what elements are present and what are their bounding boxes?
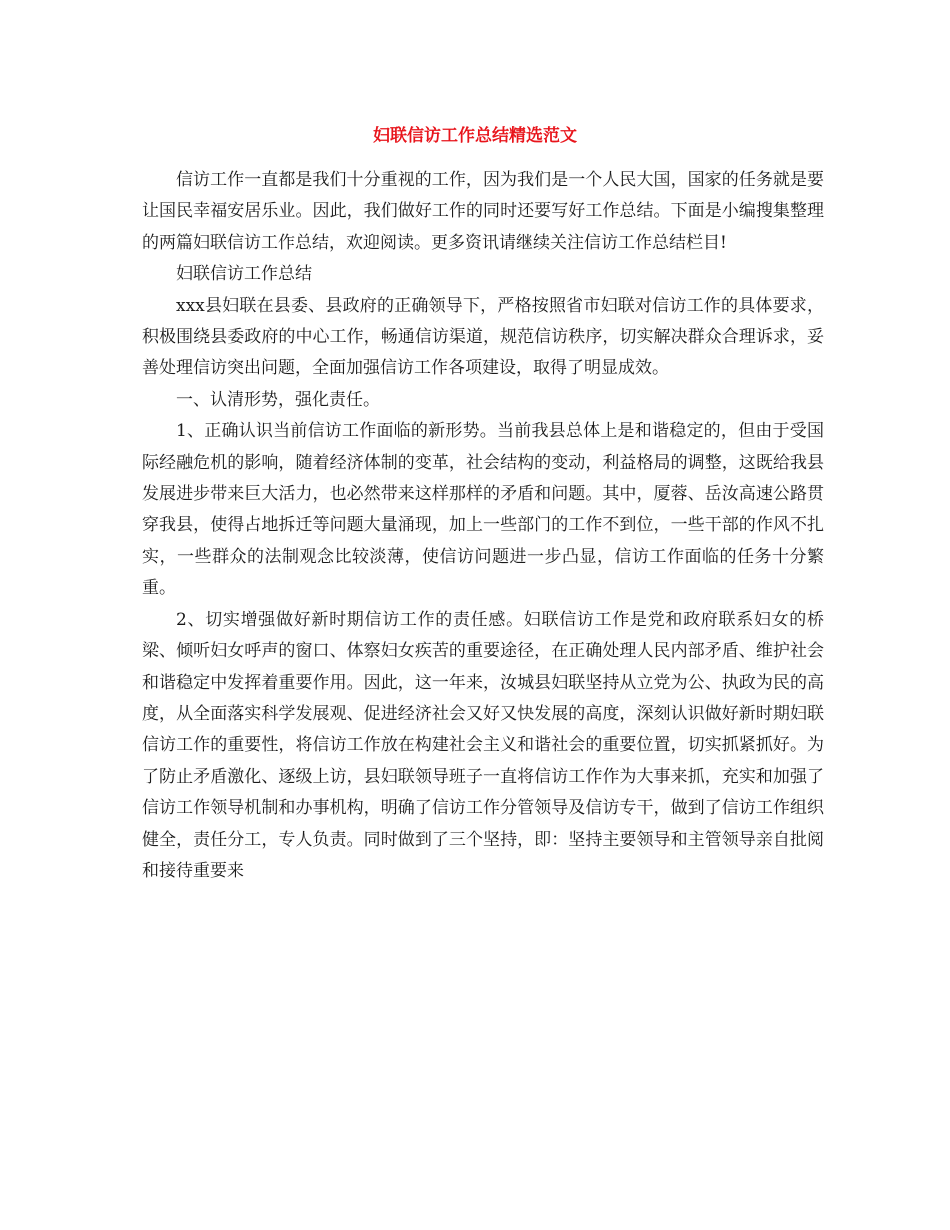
intro-paragraph: 信访工作一直都是我们十分重视的工作，因为我们是一个人民大国，国家的任务就是要让国民幸福安居乐业。因此，我们做好工作的同时还要写好工作总结。下面是小编搜集整理的两篇妇联信访工作总结，欢迎阅读。更多资讯请继续关注信访工作总结栏目! <box>142 170 824 253</box>
document-title: 妇联信访工作总结精选范文 <box>373 126 577 146</box>
section-heading: 妇联信访工作总结 <box>176 264 312 285</box>
subsection-heading: 一、认清形势，强化责任。 <box>176 389 380 410</box>
body-paragraph: 1、正确认识当前信访工作面临的新形势。当前我县总体上是和谐稳定的，但由于受国际经融危机的影响，随着经济体制的变革，社会结构的变动，利益格局的调整，这既给我县发展进步带来巨大活力，也必然带来这样那样的矛盾和问题。其中，厦蓉、岳汝高速公路贯穿我县，使得占地拆迁等问题大量涌现，加上一些部门的工作不到位，一些干部的作风不扎实，一些群众的法制观念比较淡薄，使信访问题进一步凸显，信访工作面临的任务十分繁重。 <box>142 421 824 599</box>
document-body <box>142 165 824 887</box>
body-paragraph: xxx县妇联在县委、县政府的正确领导下，严格按照省市妇联对信访工作的具体要求，积极围绕县委政府的中心工作，畅通信访渠道，规范信访秩序，切实解决群众合理诉求，妥善处理信访突出问题，全面加强信访工作各项建设，取得了明显成效。 <box>142 295 824 379</box>
body-paragraph: 2、切实增强做好新时期信访工作的责任感。妇联信访工作是党和政府联系妇女的桥梁、倾听妇女呼声的窗口、体察妇女疾苦的重要途径，在正确处理人民内部矛盾、维护社会和谐稳定中发挥着重要作用。因此，这一年来，汝城县妇联坚持从立党为公、执政为民的高度，从全面落实科学发展观、促进经济社会又好又快发展的高度，深刻认识做好新时期妇联信访工作的重要性，将信访工作放在构建社会主义和谐社会的重要位置，切实抓紧抓好。为了防止矛盾激化、逐级上访，县妇联领导班子一直将信访工作作为大事来抓，充实和加强了信访工作领导机制和办事机构，明确了信访工作分管领导及信访专干，做到了信访工作组织健全，责任分工，专人负责。同时做到了三个坚持，即：坚持主要领导和主管领导亲自批阅和接待重要来 <box>142 609 824 881</box>
